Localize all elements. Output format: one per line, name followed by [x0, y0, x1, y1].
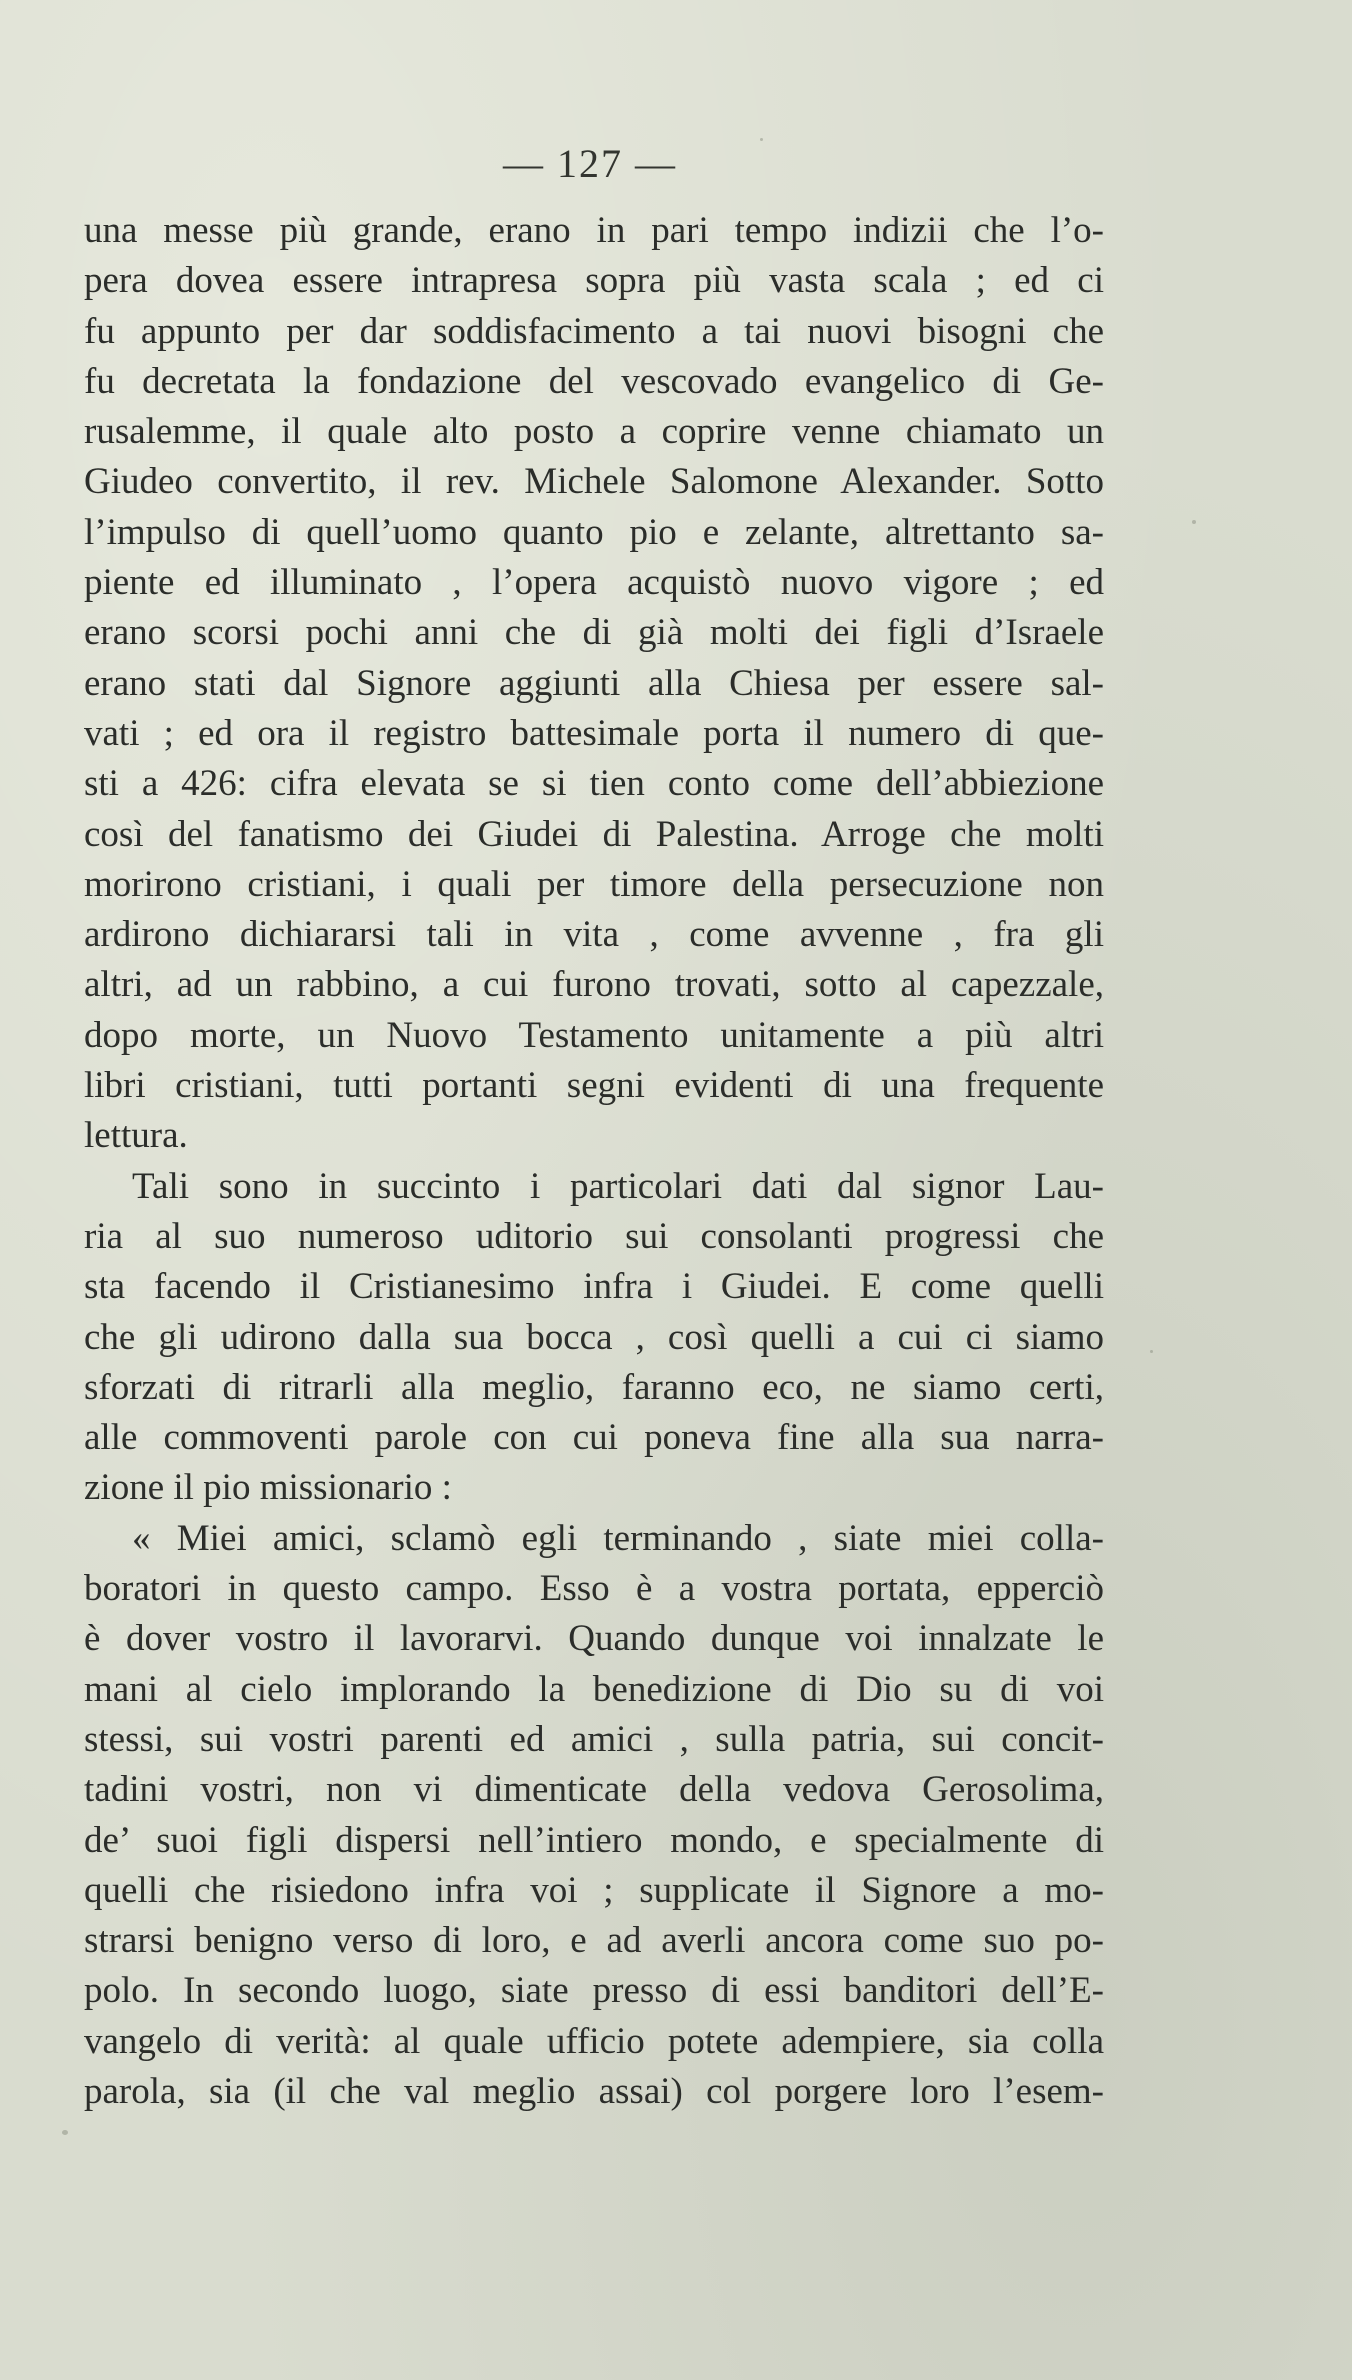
text-line: altri, ad un rabbino, a cui furono trovati, sotto al capezzale, — [84, 964, 1104, 1006]
text-line: « Miei amici, sclamò egli terminando , siate miei colla- — [132, 1517, 1104, 1559]
paper-speck — [62, 2130, 68, 2135]
text-line: pera dovea essere intrapresa sopra più vasta scala ; ed ci — [84, 260, 1104, 302]
text-line: rusalemme, il quale alto posto a coprire venne chiamato un — [84, 411, 1104, 453]
body-text — [84, 206, 1104, 2117]
text-line: Giudeo convertito, il rev. Michele Salomone Alexander. Sotto — [84, 461, 1104, 503]
text-line: lettura. — [84, 1115, 188, 1157]
text-line: piente ed illuminato , l’opera acquistò nuovo vigore ; ed — [84, 562, 1104, 604]
text-line: boratori in questo campo. Esso è a vostra portata, epperciò — [84, 1568, 1104, 1610]
text-line: vangelo di verità: al quale ufficio potete adempiere, sia colla — [84, 2020, 1104, 2062]
paper-speck — [760, 138, 763, 141]
text-line: ria al suo numeroso uditorio sui consolanti progressi che — [84, 1215, 1104, 1257]
text-line: sforzati di ritrarli alla meglio, faranno eco, ne siamo certi, — [84, 1366, 1104, 1408]
text-line: fu decretata la fondazione del vescovado evangelico di Ge- — [84, 360, 1104, 402]
text-line: zione il pio missionario : — [84, 1467, 452, 1509]
text-line: morirono cristiani, i quali per timore della persecuzione non — [84, 863, 1104, 905]
text-line: Tali sono in succinto i particolari dati dal signor Lau- — [132, 1165, 1104, 1207]
text-line: mani al cielo implorando la benedizione di Dio su di voi — [84, 1668, 1104, 1710]
text-line: quelli che risiedono infra voi ; supplicate il Signore a mo- — [84, 1869, 1104, 1911]
text-line: fu appunto per dar soddisfacimento a tai nuovi bisogni che — [84, 310, 1104, 352]
text-line: stessi, sui vostri parenti ed amici , sulla patria, sui concit- — [84, 1718, 1104, 1760]
paper-speck — [1192, 520, 1196, 524]
text-line: parola, sia (il che val meglio assai) col porgere loro l’esem- — [84, 2070, 1104, 2112]
text-line: erano stati dal Signore aggiunti alla Chiesa per essere sal- — [84, 662, 1104, 704]
text-line: dopo morte, un Nuovo Testamento unitamente a più altri — [84, 1014, 1104, 1056]
text-line: una messe più grande, erano in pari tempo indizii che l’o- — [84, 210, 1104, 251]
text-line: è dover vostro il lavorarvi. Quando dunque voi innalzate le — [84, 1618, 1104, 1660]
text-line: sta facendo il Cristianesimo infra i Giudei. E come quelli — [84, 1266, 1104, 1308]
paper-speck — [1150, 1350, 1153, 1353]
text-line: tadini vostri, non vi dimenticate della vedova Gerosolima, — [84, 1769, 1104, 1811]
text-line: l’impulso di quell’uomo quanto pio e zelante, altrettanto sa- — [84, 511, 1104, 553]
text-line: libri cristiani, tutti portanti segni evidenti di una frequente — [84, 1065, 1104, 1107]
text-line: sti a 426: cifra elevata se si tien conto come dell’abbiezione — [84, 763, 1104, 805]
text-line: vati ; ed ora il registro battesimale porta il numero di que- — [84, 712, 1104, 754]
text-line: ardirono dichiararsi tali in vita , come avvenne , fra gli — [84, 914, 1104, 956]
text-line: polo. In secondo luogo, siate presso di essi banditori dell’E- — [84, 1970, 1104, 2012]
text-line: strarsi benigno verso di loro, e ad averli ancora come suo po- — [84, 1920, 1104, 1962]
text-line: alle commoventi parole con cui poneva fine alla sua narra- — [84, 1417, 1104, 1459]
page-number: — 127 — — [503, 141, 677, 186]
text-line: erano scorsi pochi anni che di già molti dei figli d’Israele — [84, 612, 1104, 654]
text-line: che gli udirono dalla sua bocca , così quelli a cui ci siamo — [84, 1316, 1104, 1358]
text-line: de’ suoi figli dispersi nell’intiero mondo, e specialmente di — [84, 1819, 1104, 1861]
text-line: così del fanatismo dei Giudei di Palestina. Arroge che molti — [84, 813, 1104, 855]
